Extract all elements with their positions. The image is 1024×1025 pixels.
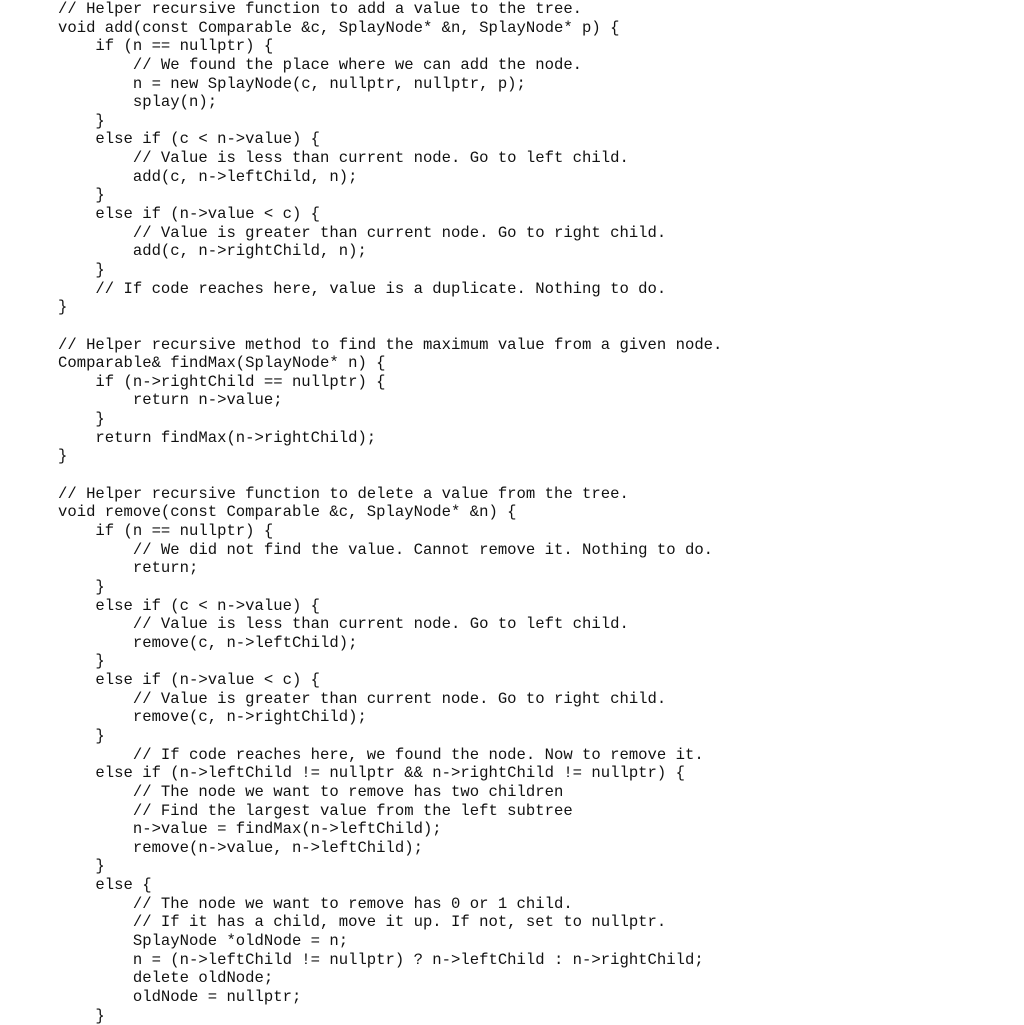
code-listing <box>58 0 1018 1025</box>
code-line: // Value is greater than current node. Go to right child. <box>58 689 667 708</box>
code-line <box>58 317 1018 336</box>
code-line: delete oldNode; <box>58 969 274 988</box>
code-line: if (n->rightChild == nullptr) { <box>58 372 386 391</box>
code-line: remove(c, n->leftChild); <box>58 633 358 652</box>
code-line: remove(n->value, n->leftChild); <box>58 838 423 857</box>
code-line: // If it has a child, move it up. If not, set to nullptr. <box>58 913 667 932</box>
code-line: Comparable& findMax(SplayNode* n) { <box>58 354 386 373</box>
code-line: if (n == nullptr) { <box>58 521 274 540</box>
code-line: add(c, n->rightChild, n); <box>58 242 367 261</box>
code-line: // Helper recursive function to delete a value from the tree. <box>58 484 629 503</box>
code-line: return n->value; <box>58 391 283 410</box>
code-line: } <box>58 111 105 130</box>
code-line: // Value is less than current node. Go to left child. <box>58 149 629 168</box>
code-line: oldNode = nullptr; <box>58 987 302 1006</box>
code-line: } <box>58 298 68 317</box>
code-line: } <box>58 186 105 205</box>
code-line: // Value is greater than current node. Go to right child. <box>58 223 667 242</box>
code-line: } <box>58 857 105 876</box>
code-line: remove(c, n->rightChild); <box>58 708 367 727</box>
code-line: n = (n->leftChild != nullptr) ? n->leftChild : n->rightChild; <box>58 950 704 969</box>
code-line: void remove(const Comparable &c, SplayNode* &n) { <box>58 503 517 522</box>
code-line: // Find the largest value from the left subtree <box>58 801 573 820</box>
code-line: // If code reaches here, value is a duplicate. Nothing to do. <box>58 279 667 298</box>
code-line: } <box>58 726 105 745</box>
code-line: return findMax(n->rightChild); <box>58 428 377 447</box>
code-line: // We found the place where we can add the node. <box>58 55 583 74</box>
code-line: // The node we want to remove has 0 or 1 child. <box>58 894 573 913</box>
code-line: // Helper recursive function to add a value to the tree. <box>58 0 583 18</box>
code-line <box>58 466 1018 485</box>
code-line: // We did not find the value. Cannot remove it. Nothing to do. <box>58 540 714 559</box>
code-line: else if (n->value < c) { <box>58 205 321 224</box>
code-line: } <box>58 410 105 429</box>
code-line: if (n == nullptr) { <box>58 37 274 56</box>
code-line: } <box>58 652 105 671</box>
code-line: // The node we want to remove has two children <box>58 782 564 801</box>
code-line: } <box>58 1006 105 1025</box>
code-line: n->value = findMax(n->leftChild); <box>58 820 442 839</box>
code-line: // Helper recursive method to find the maximum value from a given node. <box>58 335 723 354</box>
code-line: n = new SplayNode(c, nullptr, nullptr, p); <box>58 74 526 93</box>
code-line: else if (n->leftChild != nullptr && n->rightChild != nullptr) { <box>58 764 685 783</box>
code-line: else if (n->value < c) { <box>58 671 321 690</box>
code-line: else if (c < n->value) { <box>58 130 321 149</box>
code-line: add(c, n->leftChild, n); <box>58 167 358 186</box>
code-line: } <box>58 447 68 466</box>
code-line: void add(const Comparable &c, SplayNode* &n, SplayNode* p) { <box>58 18 620 37</box>
code-line: return; <box>58 559 199 578</box>
code-line: } <box>58 260 105 279</box>
code-line: else { <box>58 876 152 895</box>
code-line: splay(n); <box>58 93 218 112</box>
code-line: // Value is less than current node. Go to left child. <box>58 615 629 634</box>
code-line: else if (c < n->value) { <box>58 596 321 615</box>
code-line: } <box>58 577 105 596</box>
code-line: SplayNode *oldNode = n; <box>58 932 349 951</box>
code-line: // If code reaches here, we found the node. Now to remove it. <box>58 745 704 764</box>
